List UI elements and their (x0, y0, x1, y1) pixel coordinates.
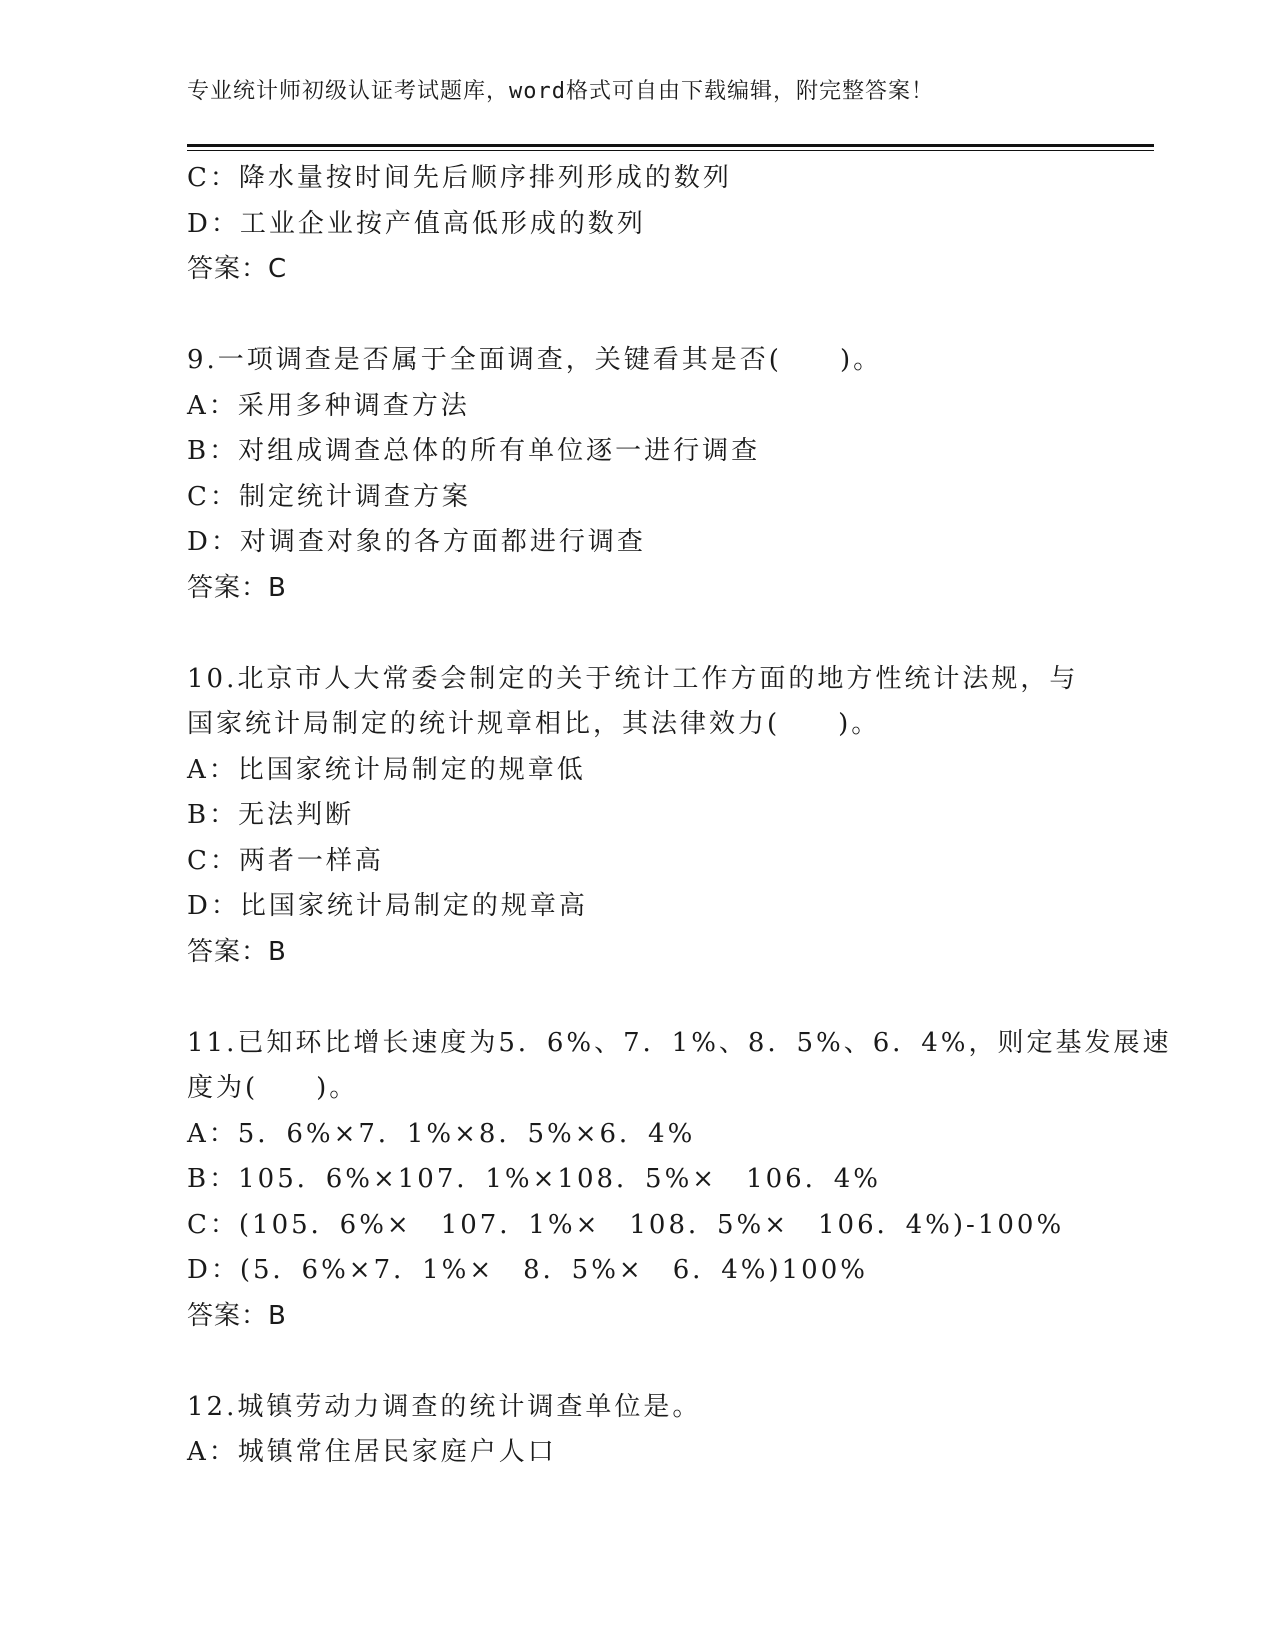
option-d: D：对调查对象的各方面都进行调查 (187, 527, 646, 557)
option-c: C：两者一样高 (187, 845, 384, 876)
option-b: B：105．6%×107．1%×108．5%× 106．4% (187, 1164, 881, 1194)
spacer (187, 611, 1087, 657)
option-a: A：采用多种调查方法 (187, 390, 470, 421)
option-a: A：5．6%×7．1%×8．5%×6．4% (187, 1118, 696, 1149)
question-stem: 10.北京市人大常委会制定的关于统计工作方面的地方性统计法规，与 (187, 663, 1079, 694)
question-stem-continued: 国家统计局制定的统计规章相比，其法律效力( )。 (187, 709, 881, 739)
partial-question (187, 156, 1087, 293)
answer: 答案：B (187, 1300, 287, 1331)
question-stem: 9.一项调查是否属于全面调查，关键看其是否( )。 (187, 345, 883, 375)
option-b: B：无法判断 (187, 800, 355, 830)
question-9 (187, 338, 1087, 611)
question-stem: 11.已知环比增长速度为5．6%、7．1%、8．5%、6．4%，则定基发展速 (187, 1027, 1172, 1058)
spacer (187, 975, 1087, 1021)
question-10 (187, 657, 1087, 976)
answer: 答案：B (187, 936, 287, 967)
header-rule-thick (187, 144, 1154, 147)
option-a: A：城镇常住居民家庭户人口 (187, 1437, 557, 1467)
page-header: 专业统计师初级认证考试题库，word格式可自由下载编辑，附完整答案！ (187, 79, 934, 104)
question-12 (187, 1385, 1087, 1476)
answer: 答案：B (187, 572, 287, 603)
option-d: D：工业企业按产值高低形成的数列 (187, 208, 646, 239)
header-rule-thin (187, 150, 1154, 151)
option-c: C：制定统计调查方案 (187, 481, 471, 512)
option-d: D：比国家统计局制定的规章高 (187, 891, 588, 921)
question-stem-continued: 度为( )。 (187, 1073, 359, 1103)
question-stem: 12.城镇劳动力调查的统计调查单位是。 (187, 1391, 702, 1422)
question-11 (187, 1021, 1172, 1340)
question-list (187, 156, 1172, 1476)
option-c: C：降水量按时间先后顺序排列形成的数列 (187, 163, 732, 193)
option-a: A：比国家统计局制定的规章低 (187, 754, 586, 785)
option-d: D：(5．6%×7．1%× 8．5%× 6．4%)100% (187, 1255, 868, 1285)
spacer (187, 293, 1087, 339)
option-b: B：对组成调查总体的所有单位逐一进行调查 (187, 436, 761, 466)
option-c: C：(105．6%× 107．1%× 108．5%× 106．4%)-100% (187, 1209, 1065, 1240)
spacer (187, 1339, 1087, 1385)
answer: 答案：C (187, 254, 288, 284)
